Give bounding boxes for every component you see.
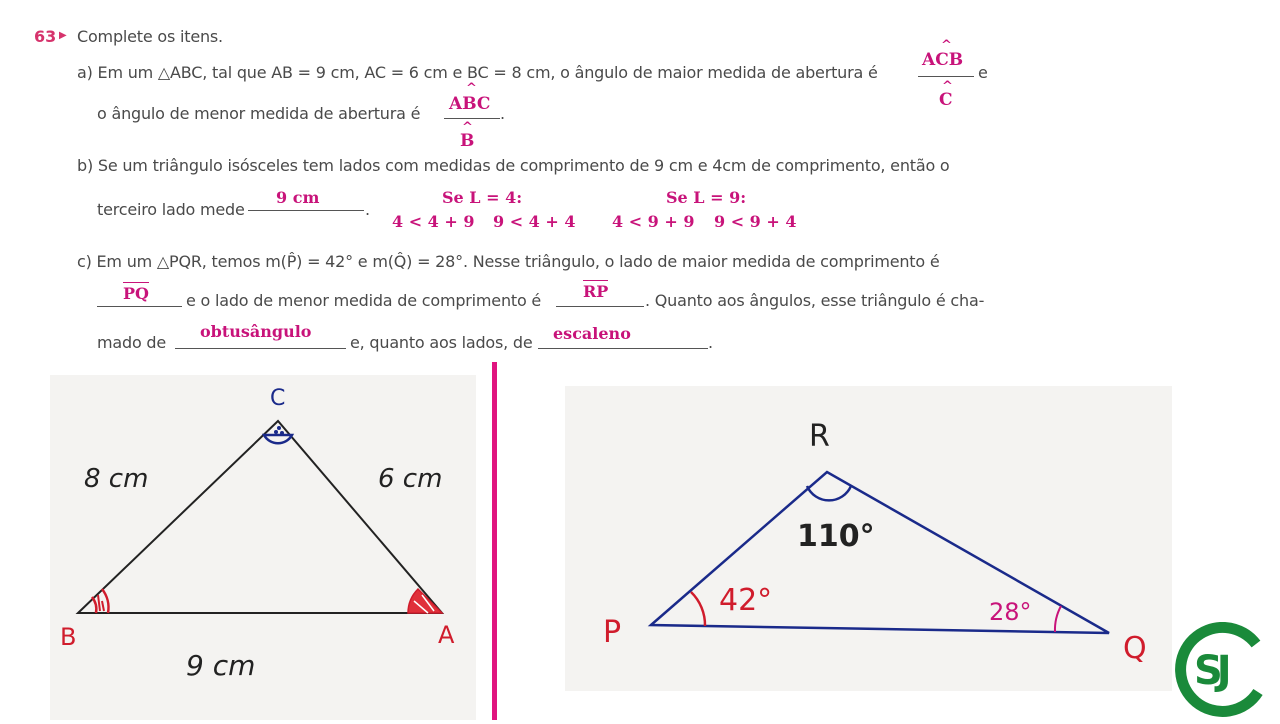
answer-c4-underline [538, 348, 708, 349]
item-c-line3-end: . [708, 333, 713, 352]
answer-a2-line [444, 118, 500, 119]
angle-r-arc [807, 486, 851, 500]
answer-c3-underline [175, 348, 346, 349]
answer-a2-bottom: B [460, 131, 475, 151]
note2-ineq-b: 9 < 9 + 4 [714, 212, 797, 231]
item-c-line2-mid: e o lado de menor medida de comprimento é [186, 291, 542, 310]
item-c-line3-start: mado de [97, 333, 167, 352]
item-b-line1: b) Se um triângulo isósceles tem lados com medidas de comprimento de 9 cm e 4cm de comprimento, então o [77, 156, 950, 175]
logo-letters: SJ [1194, 648, 1226, 694]
note2-title: Se L = 9: [666, 188, 747, 207]
answer-a2-top: ABC [449, 94, 491, 114]
hat-icon: ^ [941, 38, 952, 53]
exercise-number: 63 [34, 27, 57, 46]
angle-r-label: 110° [797, 519, 875, 554]
item-a-line2: o ângulo de menor medida de abertura é [97, 104, 421, 123]
answer-c2-underline [556, 306, 644, 307]
vertex-b-label: B [60, 623, 77, 651]
answer-a1-line [918, 76, 974, 77]
note1-title: Se L = 4: [442, 188, 523, 207]
triangle-abc [78, 421, 442, 613]
figure-abc-panel [50, 375, 476, 720]
vertex-r-label: R [809, 419, 830, 454]
item-c-line2-end: . Quanto aos ângulos, esse triângulo é cha- [645, 291, 985, 310]
item-b-line2-end: . [365, 200, 370, 219]
side-ac-label: 6 cm [378, 464, 443, 494]
angle-p-arc [691, 592, 705, 626]
exercise-instruction: Complete os itens. [77, 27, 223, 46]
item-a-line2-end: . [500, 104, 505, 123]
vertex-c-label: C [270, 386, 286, 411]
answer-a1-bottom: C [939, 90, 953, 110]
angle-p-label: 42° [719, 583, 773, 618]
answer-c1: PQ [123, 284, 149, 303]
angle-c-mark [264, 435, 292, 443]
angle-b-hatch [98, 595, 100, 611]
item-a-line1-end: e [978, 63, 988, 82]
note1-ineq-b: 9 < 4 + 4 [493, 212, 576, 231]
answer-c1-underline [97, 306, 182, 307]
triangle-abc-figure [50, 375, 476, 720]
angle-q-arc [1055, 606, 1061, 632]
vertex-p-label: P [603, 615, 622, 650]
side-ab-label: 9 cm [186, 649, 256, 682]
answer-b: 9 cm [276, 188, 320, 207]
answer-c3: obtusângulo [200, 322, 312, 341]
answer-b-underline [248, 210, 364, 211]
note1-ineq-a: 4 < 4 + 9 [392, 212, 475, 231]
angle-c-dot [274, 430, 278, 434]
angle-q-label: 28° [989, 598, 1032, 626]
answer-c2: RP [583, 282, 609, 301]
vertex-q-label: Q [1123, 631, 1147, 666]
angle-c-dot [277, 426, 281, 430]
note2-ineq-a: 4 < 9 + 9 [612, 212, 695, 231]
angle-b-mark [92, 597, 96, 613]
logo [1168, 622, 1272, 718]
answer-c4: escaleno [553, 324, 631, 343]
item-b-line2: terceiro lado mede [97, 200, 245, 219]
hat-icon: ^ [466, 81, 477, 96]
side-bc-label: 8 cm [84, 464, 149, 494]
item-a-line1: a) Em um △ABC, tal que AB = 9 cm, AC = 6 cm e BC = 8 cm, o ângulo de maior medida de abertura é [77, 63, 878, 82]
triangle-pqr-figure [565, 386, 1175, 720]
angle-c-dot [280, 431, 284, 435]
angle-b-hatch [102, 601, 104, 611]
hat-icon: ^ [462, 120, 473, 135]
column-divider [492, 362, 497, 720]
item-c-line3-mid: e, quanto aos lados, de [350, 333, 533, 352]
answer-a1-top: ACB [922, 50, 964, 70]
hat-icon: ^ [942, 79, 953, 94]
exercise-arrow-icon: ▶ [59, 30, 67, 41]
item-c-line1: c) Em um △PQR, temos m(P̂) = 42° e m(Q̂) = 28°. Nesse triângulo, o lado de maior medida de comprimento é [77, 252, 940, 271]
vertex-a-label: A [438, 621, 455, 649]
